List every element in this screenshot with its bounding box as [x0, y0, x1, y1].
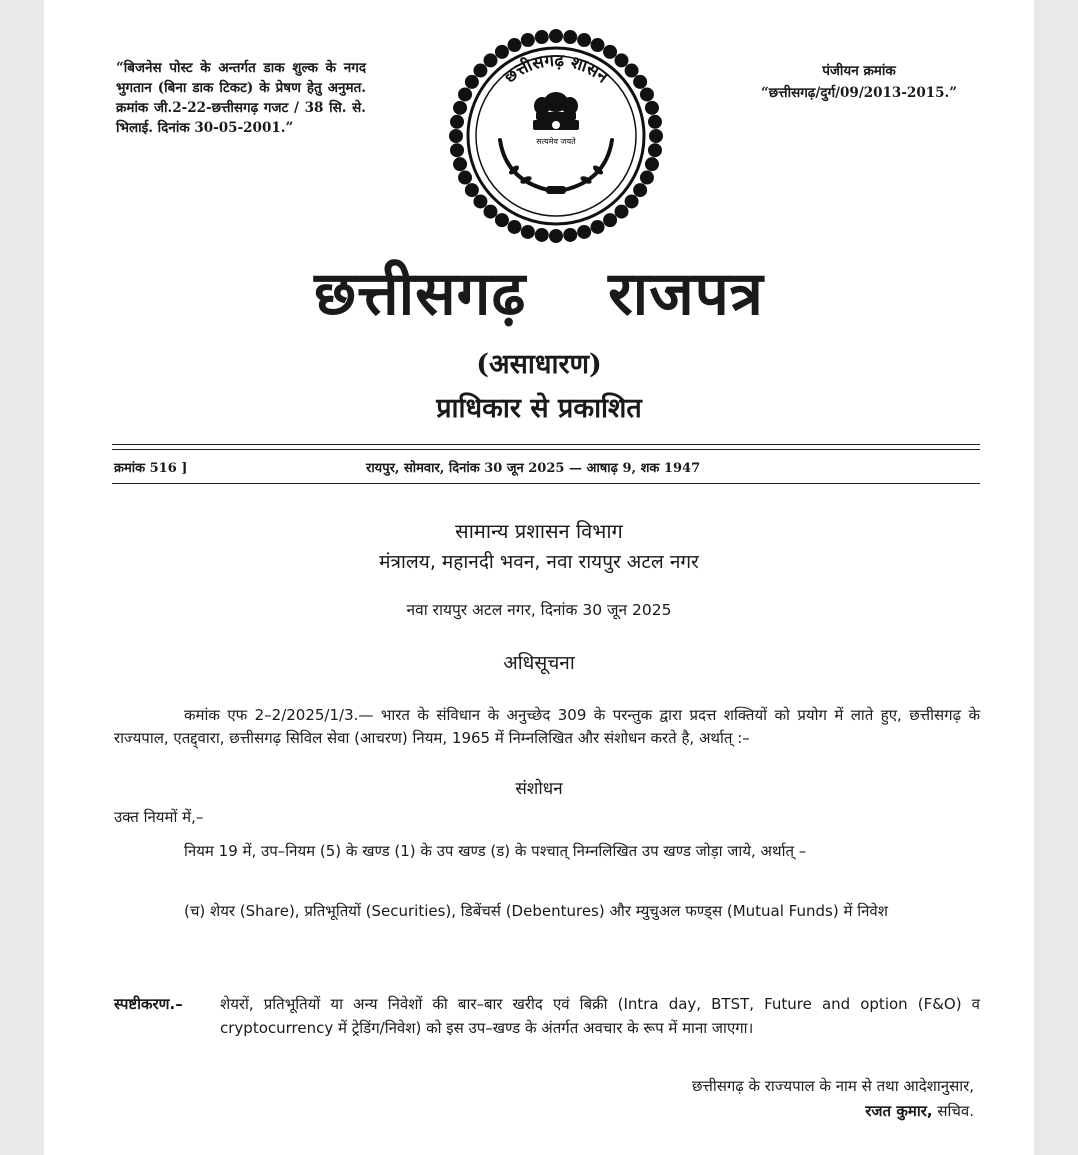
- emblem-ring-dot: [535, 30, 549, 44]
- emblem-ring-dot: [473, 64, 487, 78]
- emblem-ring-dot: [640, 87, 654, 101]
- emblem-ring-dot: [507, 38, 521, 52]
- emblem-ring-dot: [640, 171, 654, 185]
- explanation-text: शेयरों, प्रतिभूतियों या अन्य निवेशों की बार–बार खरीद एवं बिक्री (Intra day, BTST, Future and option (F&O) व cryptocurrency में ट्रेडिंग/निवेश) को इस उप–खण्ड के अंतर्गत अवचार के रूप में माना जाएगा।: [220, 995, 980, 1037]
- emblem-ring-dot: [563, 228, 577, 242]
- emblem-ring-dot: [484, 205, 498, 219]
- issue-number: क्रमांक 516 ]: [114, 461, 188, 476]
- gazette-title: छत्तीसगढ़ राजपत्र: [314, 259, 764, 329]
- emblem-ring-dot: [577, 33, 591, 47]
- emblem-motto: सत्यमेव जयते: [536, 137, 576, 146]
- emblem-ring-dot: [577, 225, 591, 239]
- emblem-ring-dot: [633, 183, 647, 197]
- state-emblem-icon: [440, 20, 672, 252]
- emblem-ring-dot: [563, 30, 577, 44]
- emblem-ring-dot: [458, 87, 472, 101]
- emblem-ring-dot: [450, 143, 464, 157]
- emblem-ring-dot: [453, 157, 467, 171]
- emblem-ring-dot: [521, 225, 535, 239]
- divider-top-2: [112, 449, 980, 450]
- emblem-ring-dot: [649, 129, 663, 143]
- signatory-name: रजत कुमार,: [865, 1102, 933, 1120]
- emblem-ring-dot: [591, 220, 605, 234]
- rules-intro: उक्त नियमों में,–: [114, 808, 204, 826]
- gazette-page: [44, 0, 1034, 1155]
- department-name: सामान्य प्रशासन विभाग: [455, 519, 623, 543]
- emblem-ring-dot: [549, 229, 563, 243]
- emblem-ring-dot: [625, 64, 639, 78]
- signature-block: [564, 1101, 974, 1121]
- emblem-ring-dot: [495, 45, 509, 59]
- published-by-authority: प्राधिकार से प्रकाशित: [436, 393, 642, 424]
- notification-place-date: नवा रायपुर अटल नगर, दिनांक 30 जून 2025: [406, 601, 672, 619]
- emblem-ring-dot: [633, 75, 647, 89]
- amendment-heading: संशोधन: [515, 779, 563, 799]
- emblem-ring-dot: [465, 75, 479, 89]
- emblem-ring-dot: [507, 220, 521, 234]
- signatory-title: सचिव.: [937, 1102, 974, 1120]
- rule-19-amendment: नियम 19 में, उप–नियम (5) के खण्ड (1) के उप खण्ड (ड) के पश्चात् निम्नलिखित उप खण्ड जोड़ा जाये, अर्थात् –: [184, 842, 807, 860]
- notification-heading: अधिसूचना: [503, 652, 575, 674]
- emblem-ring-dot: [449, 129, 463, 143]
- emblem-ring-dot: [453, 101, 467, 115]
- added-subclause: (च) शेयर (Share), प्रतिभूतियों (Securities), डिबेंचर्स (Debentures) और म्युचुअल फण्ड्स (Mutual Funds) में निवेश: [184, 902, 888, 920]
- notification-paragraph: कमांक एफ 2–2/2025/1/3.— भारत के संविधान के अनुच्छेद 309 के परन्तुक द्वारा प्रदत्त शक्तियों को प्रयोग में लाते हुए, छत्तीसगढ़ के राज्यपाल, एतद्द्वारा, छत्तीसगढ़ सिविल सेवा (आचरण) नियम, 1965 में निम्नलिखित और संशोधन करते है, अर्थात् :–: [114, 706, 980, 747]
- emblem-ring-dot: [614, 53, 628, 67]
- emblem-ring-dot: [521, 33, 535, 47]
- registration-block: [734, 60, 984, 104]
- explanation-label: स्पष्टीकरण.–: [114, 995, 183, 1013]
- emblem-ring-dot: [591, 38, 605, 52]
- emblem-ring-dot: [645, 157, 659, 171]
- emblem-top-text: छत्तीसगढ़ शासन: [500, 50, 612, 88]
- order-line: छत्तीसगढ़ के राज्यपाल के नाम से तथा आदेशानुसार,: [691, 1077, 974, 1095]
- gazette-type: (असाधारण): [476, 349, 602, 380]
- postal-permit-note: “बिजनेस पोस्ट के अन्तर्गत डाक शुल्क के नगद भुगतान (बिना डाक टिकट) के प्रेषण हेतु अनुमत. क्रमांक जी.2-22-छत्तीसगढ़ गजट / 38 सि. से. भिलाई. दिनांक 30-05-2001.”: [116, 60, 366, 136]
- registration-number: “छत्तीसगढ़/दुर्ग/09/2013-2015.”: [761, 85, 957, 101]
- emblem-ring-dot: [549, 29, 563, 43]
- divider-bottom: [112, 483, 980, 484]
- emblem-ring-dot: [495, 213, 509, 227]
- emblem-ring-dot: [603, 45, 617, 59]
- emblem-ring-dot: [458, 171, 472, 185]
- registration-label: पंजीयन क्रमांक: [822, 63, 896, 79]
- emblem-ring-dot: [484, 53, 498, 67]
- emblem-ring-dot: [625, 194, 639, 208]
- emblem-ring-dot: [465, 183, 479, 197]
- emblem-ring-dot: [473, 194, 487, 208]
- explanation-block: [114, 992, 980, 1040]
- emblem-ring-dot: [648, 143, 662, 157]
- emblem-ring-dot: [450, 115, 464, 129]
- emblem-ring-dot: [535, 228, 549, 242]
- emblem-ring-dot: [648, 115, 662, 129]
- divider-top: [112, 444, 980, 445]
- emblem-ring-dot: [614, 205, 628, 219]
- emblem-ring-dot: [603, 213, 617, 227]
- department-address: मंत्रालय, महानदी भवन, नवा रायपुर अटल नगर: [379, 551, 699, 573]
- emblem-ring-dot: [645, 101, 659, 115]
- issue-place-date: रायपुर, सोमवार, दिनांक 30 जून 2025 — आषाढ़ 9, शक 1947: [366, 461, 701, 476]
